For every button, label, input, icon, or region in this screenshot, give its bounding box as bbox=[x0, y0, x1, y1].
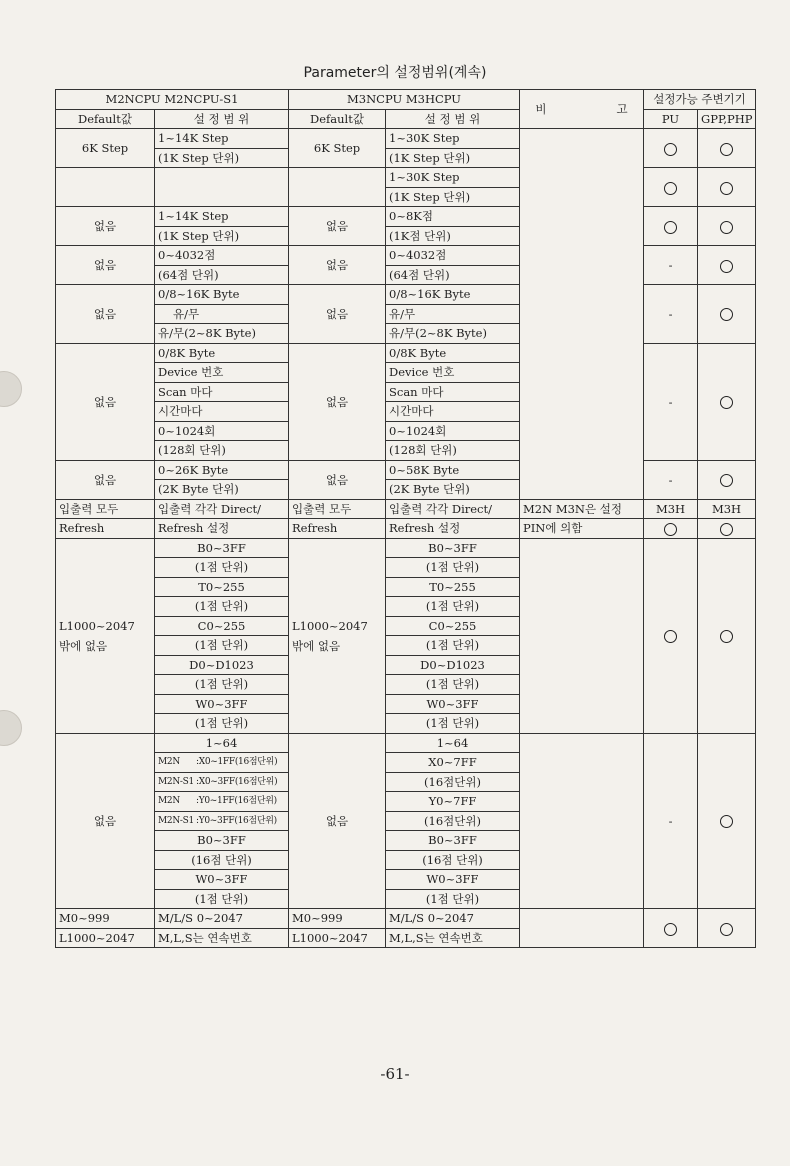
m2-range: W0~3FF bbox=[155, 870, 289, 890]
pu-mark: - bbox=[644, 733, 698, 909]
circle-icon bbox=[720, 182, 733, 195]
m2-range: (64점 단위) bbox=[155, 265, 289, 285]
m2-range: 시간마다 bbox=[155, 402, 289, 422]
table-row bbox=[56, 733, 756, 753]
m3-range: (1점 단위) bbox=[386, 558, 520, 578]
m3-range: 0/8K Byte bbox=[386, 343, 520, 363]
header-m2ncpu: M2NCPU M2NCPU-S1 bbox=[56, 90, 289, 110]
header-range-m3: 설 정 범 위 bbox=[386, 109, 520, 129]
m3-default: 없음 bbox=[289, 733, 386, 909]
header-m3ncpu: M3NCPU M3HCPU bbox=[289, 90, 520, 110]
m2-range: (1점 단위) bbox=[155, 675, 289, 695]
m3-range: (1점 단위) bbox=[386, 597, 520, 617]
pu-mark: - bbox=[644, 246, 698, 285]
m2-range: 1~14K Step bbox=[155, 207, 289, 227]
m3-range: C0~255 bbox=[386, 616, 520, 636]
m2-range: (128회 단위) bbox=[155, 441, 289, 461]
page-number: -61- bbox=[380, 1065, 410, 1083]
m3-range: 1~64 bbox=[386, 733, 520, 753]
m2-range: 0~26K Byte bbox=[155, 460, 289, 480]
m2-default: 없음 bbox=[56, 246, 155, 285]
m2-range: T0~255 bbox=[155, 577, 289, 597]
m3-default: 없음 bbox=[289, 460, 386, 499]
page-title: Parameter의 설정범위(계속) bbox=[303, 65, 487, 81]
header-gpp: GPP,PHP bbox=[698, 109, 756, 129]
pu-mark bbox=[644, 168, 698, 207]
m3-default: L1000~2047 밖에 없음 bbox=[289, 538, 386, 733]
m3-range: (128회 단위) bbox=[386, 441, 520, 461]
m3-range: (1점 단위) bbox=[386, 889, 520, 909]
m3-default: 입출력 모두 bbox=[289, 499, 386, 519]
m2-range: Scan 마다 bbox=[155, 382, 289, 402]
m3-range: 유/무(2~8K Byte) bbox=[386, 324, 520, 344]
m2-range: M2N-S1 :X0~3FF(16점단위) bbox=[155, 772, 289, 792]
table-row bbox=[56, 499, 756, 519]
gpp-mark bbox=[698, 733, 756, 909]
m3-range: 0~58K Byte bbox=[386, 460, 520, 480]
header-default-m3: Default값 bbox=[289, 109, 386, 129]
gpp-mark bbox=[698, 519, 756, 539]
m3-range: 0~4032점 bbox=[386, 246, 520, 266]
m2-default: Refresh bbox=[56, 519, 155, 539]
header-pu: PU bbox=[644, 109, 698, 129]
circle-icon bbox=[664, 630, 677, 643]
circle-icon bbox=[720, 143, 733, 156]
m3-range: M,L,S는 연속번호 bbox=[386, 928, 520, 948]
circle-icon bbox=[664, 182, 677, 195]
m2-default: 없음 bbox=[56, 207, 155, 246]
m2-range: 0/8~16K Byte bbox=[155, 285, 289, 305]
m2-default: L1000~2047 bbox=[56, 928, 155, 948]
m3-range: Refresh 설정 bbox=[386, 519, 520, 539]
m2-range: 0~1024회 bbox=[155, 421, 289, 441]
m3-range: 입출력 각각 Direct/ bbox=[386, 499, 520, 519]
m2-range: 0/8K Byte bbox=[155, 343, 289, 363]
gpp-mark bbox=[698, 246, 756, 285]
table-row bbox=[56, 207, 756, 227]
table-row bbox=[56, 519, 756, 539]
m2-range: (16점 단위) bbox=[155, 850, 289, 870]
m3-range: (1점 단위) bbox=[386, 675, 520, 695]
m3-range: (16점단위) bbox=[386, 772, 520, 792]
circle-icon bbox=[720, 260, 733, 273]
table-row bbox=[56, 538, 756, 558]
m3-default: 없음 bbox=[289, 246, 386, 285]
table-row bbox=[56, 168, 756, 188]
m3-range: M/L/S 0~2047 bbox=[386, 909, 520, 929]
m3-range: (64점 단위) bbox=[386, 265, 520, 285]
m2-range: Refresh 설정 bbox=[155, 519, 289, 539]
m3-range: 0/8~16K Byte bbox=[386, 285, 520, 305]
m3-range: 0~8K점 bbox=[386, 207, 520, 227]
m2-range: 입출력 각각 Direct/ bbox=[155, 499, 289, 519]
m2-default: 입출력 모두 bbox=[56, 499, 155, 519]
m2-range: M2N-S1 :Y0~3FF(16점단위) bbox=[155, 811, 289, 831]
m3-range: B0~3FF bbox=[386, 831, 520, 851]
m3-range: W0~3FF bbox=[386, 870, 520, 890]
table-row bbox=[56, 129, 756, 149]
gpp-mark: M3H bbox=[698, 499, 756, 519]
gpp-mark bbox=[698, 343, 756, 460]
header-remarks: 비 고 bbox=[520, 90, 644, 129]
m2-range: (1점 단위) bbox=[155, 558, 289, 578]
pu-mark: - bbox=[644, 285, 698, 344]
circle-icon bbox=[720, 523, 733, 536]
m2-range: 1~64 bbox=[155, 733, 289, 753]
remarks bbox=[520, 538, 644, 733]
m2-range: (1K Step 단위) bbox=[155, 226, 289, 246]
m2-default bbox=[56, 168, 155, 207]
m2-range: (1K Step 단위) bbox=[155, 148, 289, 168]
gpp-mark bbox=[698, 909, 756, 948]
m3-range: (1K Step 단위) bbox=[386, 187, 520, 207]
m2-default: 6K Step bbox=[56, 129, 155, 168]
circle-icon bbox=[720, 308, 733, 321]
m3-default: L1000~2047 bbox=[289, 928, 386, 948]
header-peripherals: 설정가능 주변기기 bbox=[644, 90, 756, 110]
binder-hole-top bbox=[0, 371, 22, 407]
m3-default: Refresh bbox=[289, 519, 386, 539]
gpp-mark bbox=[698, 129, 756, 168]
m3-range: D0~D1023 bbox=[386, 655, 520, 675]
m2-default: M0~999 bbox=[56, 909, 155, 929]
m3-range: W0~3FF bbox=[386, 694, 520, 714]
m2-range: (2K Byte 단위) bbox=[155, 480, 289, 500]
gpp-mark bbox=[698, 285, 756, 344]
m3-range: (1점 단위) bbox=[386, 636, 520, 656]
m3-range: 시간마다 bbox=[386, 402, 520, 422]
m2-range: 0~4032점 bbox=[155, 246, 289, 266]
m2-range: (1점 단위) bbox=[155, 597, 289, 617]
m2-range: (1점 단위) bbox=[155, 889, 289, 909]
table-row bbox=[56, 246, 756, 266]
m3-default: M0~999 bbox=[289, 909, 386, 929]
m3-range: 유/무 bbox=[386, 304, 520, 324]
header-row-2 bbox=[56, 109, 756, 129]
m2-default: L1000~2047 밖에 없음 bbox=[56, 538, 155, 733]
m3-range: T0~255 bbox=[386, 577, 520, 597]
circle-icon bbox=[720, 815, 733, 828]
table-row bbox=[56, 343, 756, 363]
m3-range: (1K Step 단위) bbox=[386, 148, 520, 168]
remarks-cell bbox=[520, 129, 644, 500]
binder-hole-bottom bbox=[0, 710, 22, 746]
m2-default: 없음 bbox=[56, 460, 155, 499]
gpp-mark bbox=[698, 460, 756, 499]
m2-range: M/L/S 0~2047 bbox=[155, 909, 289, 929]
circle-icon bbox=[720, 474, 733, 487]
circle-icon bbox=[720, 396, 733, 409]
table-row bbox=[56, 285, 756, 305]
m2-range: M2N :X0~1FF(16점단위) bbox=[155, 753, 289, 773]
m2-range: 1~14K Step bbox=[155, 129, 289, 149]
pu-mark: - bbox=[644, 460, 698, 499]
m2-range: 유/무(2~8K Byte) bbox=[155, 324, 289, 344]
m2-range: Device 번호 bbox=[155, 363, 289, 383]
circle-icon bbox=[664, 221, 677, 234]
m3-range: 1~30K Step bbox=[386, 129, 520, 149]
m3-default: 없음 bbox=[289, 207, 386, 246]
pu-mark bbox=[644, 129, 698, 168]
pu-mark: M3H bbox=[644, 499, 698, 519]
m3-range: Device 번호 bbox=[386, 363, 520, 383]
m2-range: M,L,S는 연속번호 bbox=[155, 928, 289, 948]
m2-range: 유/무 bbox=[155, 304, 289, 324]
m2-range: B0~3FF bbox=[155, 831, 289, 851]
m3-default: 없음 bbox=[289, 285, 386, 344]
remarks bbox=[520, 909, 644, 948]
m2-range: M2N :Y0~1FF(16점단위) bbox=[155, 792, 289, 812]
header-default-m2: Default값 bbox=[56, 109, 155, 129]
pu-mark bbox=[644, 207, 698, 246]
m3-range: (1점 단위) bbox=[386, 714, 520, 734]
circle-icon bbox=[720, 221, 733, 234]
circle-icon bbox=[664, 523, 677, 536]
pu-mark: - bbox=[644, 343, 698, 460]
remarks: M2N M3N은 설정 bbox=[520, 499, 644, 519]
m3-range: Y0~7FF bbox=[386, 792, 520, 812]
m2-range: B0~3FF bbox=[155, 538, 289, 558]
gpp-mark bbox=[698, 207, 756, 246]
m3-range: (2K Byte 단위) bbox=[386, 480, 520, 500]
circle-icon bbox=[664, 923, 677, 936]
gpp-mark bbox=[698, 538, 756, 733]
remarks bbox=[520, 733, 644, 909]
pu-mark bbox=[644, 909, 698, 948]
m2-default: 없음 bbox=[56, 285, 155, 344]
table-row bbox=[56, 909, 756, 929]
m3-range: (16점단위) bbox=[386, 811, 520, 831]
m3-range: 1~30K Step bbox=[386, 168, 520, 188]
header-range-m2: 설 정 범 위 bbox=[155, 109, 289, 129]
pu-mark bbox=[644, 538, 698, 733]
m3-range: (16점 단위) bbox=[386, 850, 520, 870]
m3-default: 없음 bbox=[289, 343, 386, 460]
header-row bbox=[56, 90, 756, 110]
m2-range: (1점 단위) bbox=[155, 636, 289, 656]
m3-default: 6K Step bbox=[289, 129, 386, 168]
m2-range bbox=[155, 168, 289, 207]
circle-icon bbox=[720, 630, 733, 643]
pu-mark bbox=[644, 519, 698, 539]
circle-icon bbox=[720, 923, 733, 936]
m3-range: Scan 마다 bbox=[386, 382, 520, 402]
m2-range: C0~255 bbox=[155, 616, 289, 636]
parameter-table bbox=[55, 89, 756, 948]
m3-range: (1K점 단위) bbox=[386, 226, 520, 246]
m2-range: D0~D1023 bbox=[155, 655, 289, 675]
m2-range: W0~3FF bbox=[155, 694, 289, 714]
circle-icon bbox=[664, 143, 677, 156]
m3-range: B0~3FF bbox=[386, 538, 520, 558]
m2-default: 없음 bbox=[56, 343, 155, 460]
m3-default bbox=[289, 168, 386, 207]
table-row bbox=[56, 460, 756, 480]
remarks: PIN에 의함 bbox=[520, 519, 644, 539]
m3-range: 0~1024회 bbox=[386, 421, 520, 441]
m3-range: X0~7FF bbox=[386, 753, 520, 773]
m2-range: (1점 단위) bbox=[155, 714, 289, 734]
gpp-mark bbox=[698, 168, 756, 207]
m2-default: 없음 bbox=[56, 733, 155, 909]
